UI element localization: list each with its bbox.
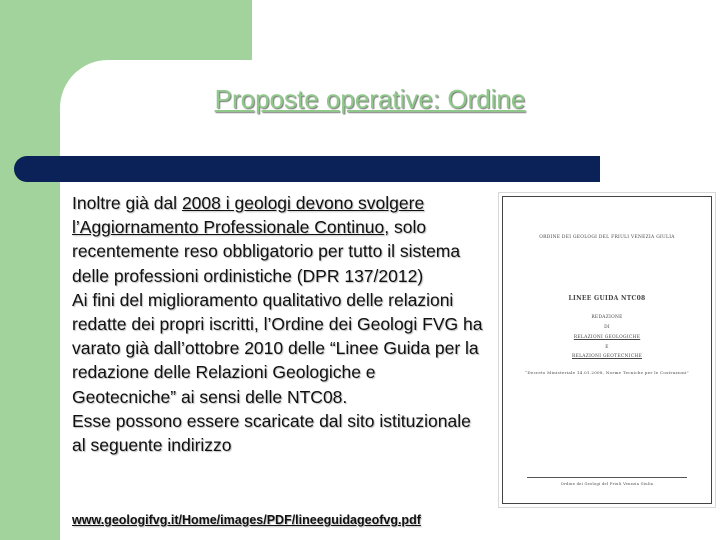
paragraph-linee-guida: Ai fini del miglioramento qualitativo delle relazioni redatte dei propri iscritti, l’Ordine dei Geologi FVG ha varato già dall’ottobre 2010 delle “Linee Guida per la redazione delle Relazioni Geologiche e Geotecniche” ai sensi delle NTC08. bbox=[72, 289, 483, 407]
paragraph-1-underlined: 2008 i geologi devono svolgere l’Aggiornamento Professionale Continuo bbox=[72, 193, 425, 238]
doc-line-3: RELAZIONI GEOLOGICHE bbox=[573, 335, 641, 340]
pdf-link[interactable]: www.geologifvg.it/Home/images/PDF/lineeguidageofvg.pdf bbox=[72, 513, 421, 527]
doc-footer-rule bbox=[527, 477, 687, 478]
doc-line-2: DI bbox=[604, 325, 610, 330]
doc-footer: Ordine dei Geologi del Friuli Venezia Giulia bbox=[560, 482, 654, 486]
title-underline-bar bbox=[14, 156, 600, 182]
doc-line-1: REDAZIONE bbox=[591, 315, 623, 320]
doc-line-5: RELAZIONI GEOTECNICHE bbox=[571, 354, 643, 359]
paragraph-aggiornamento bbox=[72, 191, 484, 288]
doc-line-4: E bbox=[605, 345, 609, 350]
doc-header: ORDINE DEI GEOLOGI DEL FRIULI VENEZIA GIULIA bbox=[539, 235, 675, 240]
doc-subtitle: “Decreto Ministeriale 14.01.2008, Norme Tecniche per le Costruzioni” bbox=[525, 370, 689, 375]
paragraph-1-end: , solo recentemente reso obbligatorio per tutto il sistema delle professioni ordinistiche (DPR 137/2012) bbox=[72, 217, 461, 286]
document-thumbnail bbox=[502, 196, 712, 504]
slide-title: Proposte operative: Ordine bbox=[214, 84, 526, 114]
paragraph-download: Esse possono essere scaricate dal sito istituzionale al seguente indirizzo bbox=[72, 410, 471, 456]
slide-body bbox=[72, 191, 484, 457]
doc-title: LINEE GUIDA NTC08 bbox=[568, 295, 646, 302]
paragraph-1-start: Inoltre già dal bbox=[72, 193, 182, 213]
